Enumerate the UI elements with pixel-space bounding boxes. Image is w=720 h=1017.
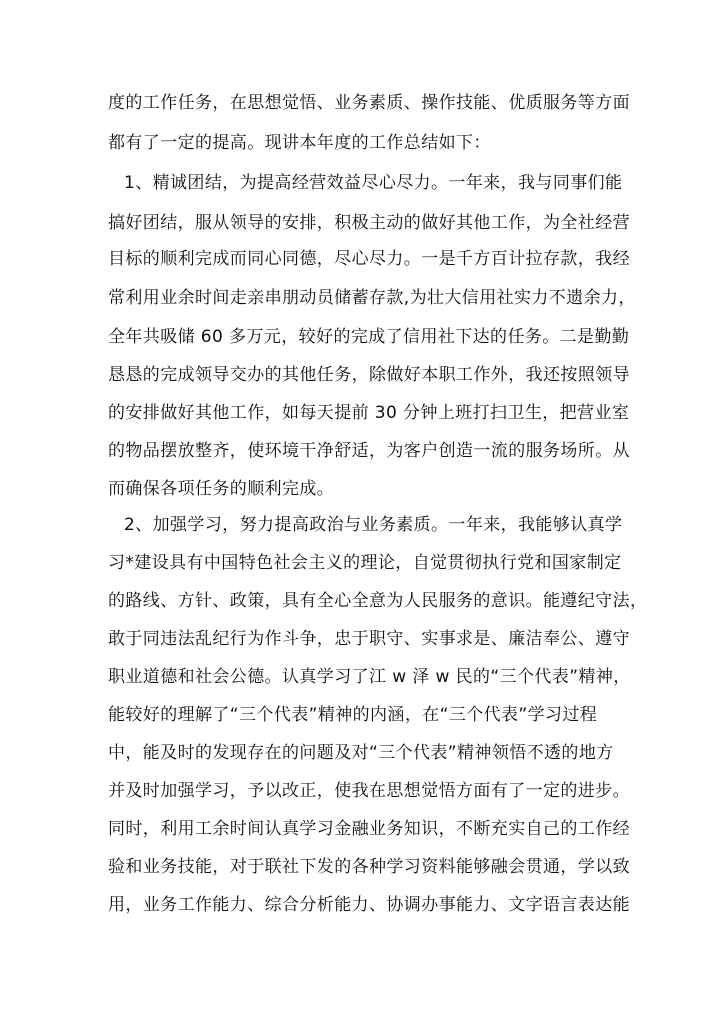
text-line-18: 中，能及时的发现存在的问题及对“三个代表”精神领悟不透的地方: [108, 743, 614, 763]
paragraph-1-heading-line: 1、精诚团结，为提高经营效益尽心尽力。一年来，我与同事们能: [124, 173, 623, 193]
text-line-16: 职业道德和社会公德。认真学习了江 w 泽 w 民的“三个代表”精神，: [108, 667, 631, 687]
text-line-6: 常利用业余时间走亲串朋动员储蓄存款,为壮大信用社实力不遗余力，: [108, 288, 636, 308]
text-line-13: 习*建设具有中国特色社会主义的理论，自觉贯彻执行党和国家制定: [108, 553, 622, 573]
text-line-10: 的物品摆放整齐，使环境干净舒适，为客户创造一流的服务场所。从: [108, 441, 630, 461]
text-line-9: 的安排做好其他工作，如每天提前 30 分钟上班打扫卫生，把营业室: [108, 403, 630, 423]
text-line-20: 同时，利用工余时间认真学习金融业务知识，不断充实自己的工作经: [108, 819, 630, 839]
text-line-4: 搞好团结，服从领导的安排，积极主动的做好其他工作，为全社经营: [108, 213, 630, 233]
text-line-5: 目标的顺利完成而同心同德，尽心尽力。一是千方百计拉存款，我经: [108, 249, 630, 269]
text-line-14: 的路线、方针、政策，具有全心全意为人民服务的意识。能遵纪守法，: [108, 591, 648, 611]
text-line-15: 敢于同违法乱纪行为作斗争，忠于职守、实事求是、廉洁奉公、遵守: [108, 629, 630, 649]
text-line-21: 验和业务技能，对于联社下发的各种学习资料能够融会贯通，学以致: [108, 857, 630, 877]
text-line-8: 恳恳的完成领导交办的其他任务，除做好本职工作外，我还按照领导: [108, 365, 630, 385]
text-line-11: 而确保各项任务的顺利完成。: [108, 479, 335, 499]
text-line-22: 用，业务工作能力、综合分析能力、协调办事能力、文字语言表达能: [108, 895, 630, 915]
text-line-19: 并及时加强学习，予以改正，使我在思想觉悟方面有了一定的进步。: [108, 781, 630, 801]
paragraph-2-heading-line: 2、加强学习，努力提高政治与业务素质。一年来，我能够认真学: [124, 515, 623, 535]
text-line-7: 全年共吸储 60 多万元，较好的完成了信用社下达的任务。二是勤勤: [108, 327, 630, 347]
text-line-2: 都有了一定的提高。现讲本年度的工作总结如下：: [108, 133, 491, 153]
text-line-17: 能较好的理解了“三个代表”精神的内涵，在“三个代表”学习过程: [108, 705, 598, 725]
text-line-1: 度的工作任务，在思想觉悟、业务素质、操作技能、优质服务等方面: [108, 93, 630, 113]
